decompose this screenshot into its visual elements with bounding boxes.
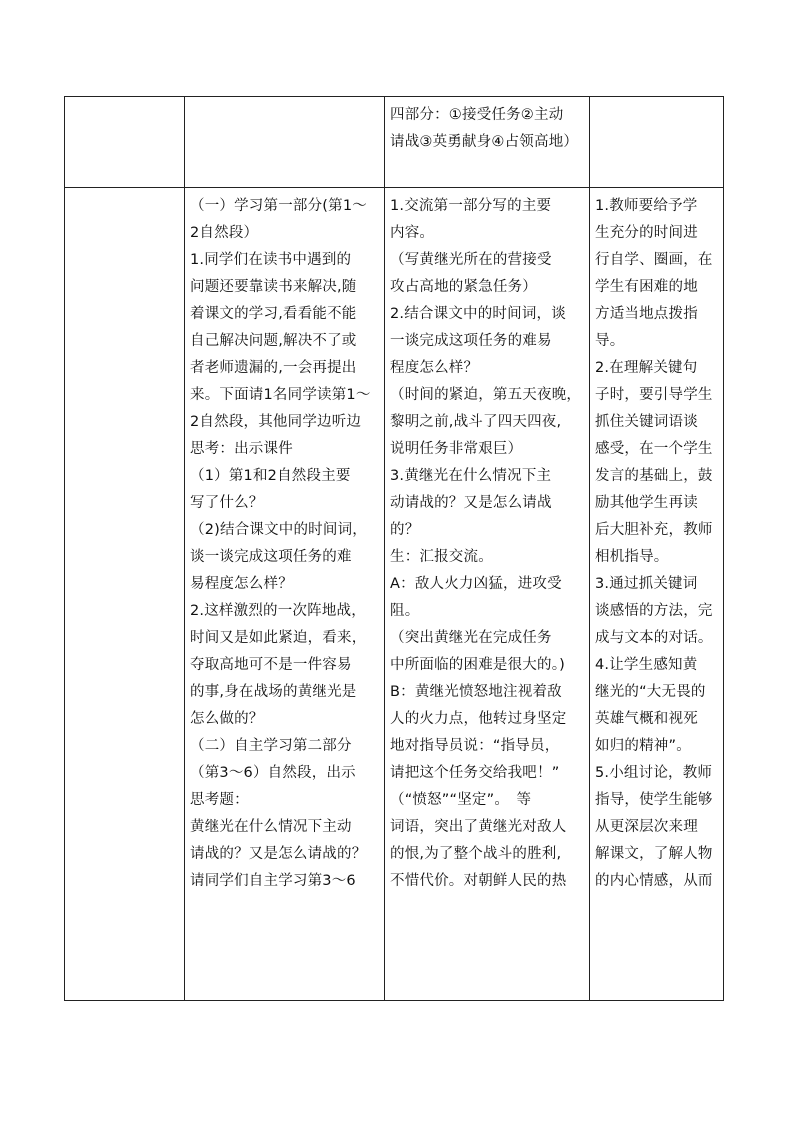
cell-text-line: 请战③英勇献身④占领高地）: [390, 134, 579, 150]
cell-text-line: 说明任务非常艰巨）: [390, 441, 523, 457]
cell-text-line: （第3～6）自然段，出示: [190, 765, 356, 781]
cell-text-line: 感受，在一个学生: [595, 441, 713, 457]
cell-text-line: 写了什么？: [190, 495, 264, 511]
cell-text-line: 问题还要靠读书来解决,随: [190, 279, 357, 295]
cell-text-line: 者老师遗漏的,一会再提出: [190, 360, 357, 376]
cell-text-line: 思考：出示课件: [190, 441, 293, 457]
table-cell-r2-c3: [385, 188, 590, 1001]
cell-text-line: 请战的？又是怎么请战的？: [190, 846, 367, 862]
cell-text-line: 思考题：: [190, 792, 249, 808]
cell-text-line: 来。下面请1名同学读第1～: [190, 387, 371, 403]
cell-text-line: （写黄继光所在的营接受: [390, 252, 552, 268]
cell-text-line: 时间又是如此紧迫，看来，: [190, 630, 367, 646]
cell-text-line: 自己解决问题,解决不了或: [190, 333, 357, 349]
cell-text-line: 请把这个任务交给我吧！”: [390, 765, 560, 781]
cell-text-line: 2.这样激烈的一次阵地战，: [190, 603, 366, 619]
cell-text-line: 生：汇报交流。: [390, 549, 493, 565]
cell-text-line: （2)结合课文中的时间词，: [190, 522, 367, 538]
table-cell-r1-c1: [65, 97, 185, 188]
table-cell-r1-c2: [185, 97, 385, 188]
cell-text-line: 2自然段，其他同学边听边: [190, 414, 362, 430]
cell-text-line: 四部分：①接受任务②主动: [390, 107, 564, 123]
cell-text-line: 黄继光在什么情况下主动: [190, 819, 352, 835]
cell-text-line: 如归的精神”。: [595, 738, 691, 754]
cell-text-line: 成与文本的对话。: [595, 630, 713, 646]
cell-text-line: 的内心情感，从而: [595, 873, 713, 889]
cell-text-line: 的事,身在战场的黄继光是: [190, 684, 357, 700]
cell-text-line: 继光的“大无畏的: [595, 684, 706, 700]
table-row: [65, 97, 724, 188]
cell-text-line: 1.教师要给予学: [595, 198, 698, 214]
cell-text-line: 易程度怎么样？: [190, 576, 293, 592]
table-cell-r2-c1: [65, 188, 185, 1001]
cell-text-line: 谈感悟的方法，完: [595, 603, 713, 619]
table-cell-r1-c4: [590, 97, 724, 188]
cell-text-line: 学生有困难的地: [595, 279, 698, 295]
table-cell-r2-c2: [185, 188, 385, 1001]
cell-text-line: 从更深层次来理: [595, 819, 698, 835]
cell-text-line: 英雄气概和视死: [595, 711, 698, 727]
cell-text-line: 2自然段）: [190, 225, 259, 241]
cell-text-line: 4.让学生感知黄: [595, 657, 698, 673]
cell-text-line: 方适当地点拨指: [595, 306, 698, 322]
cell-text-line: 地对指导员说：“指导员，: [390, 738, 560, 754]
table-cell-r2-c4: [590, 188, 724, 1001]
lesson-plan-table: [64, 96, 724, 1001]
cell-text-line: 词语，突出了黄继光对敌人: [390, 819, 567, 835]
cell-text-line: 攻占高地的紧急任务）: [390, 279, 537, 295]
cell-text-line: （时间的紧迫，第五天夜晚，: [390, 387, 582, 403]
cell-text-line: 1.交流第一部分写的主要: [390, 198, 552, 214]
cell-text-line: 的？: [390, 522, 420, 538]
table-row: [65, 188, 724, 1001]
cell-text-line: 一谈完成这项任务的难易: [390, 333, 552, 349]
cell-text-line: 怎么做的？: [190, 711, 264, 727]
cell-text-line: 励其他学生再读: [595, 495, 698, 511]
cell-text-line: 解课文，了解人物: [595, 846, 713, 862]
table-cell-r1-c3: [385, 97, 590, 188]
cell-text-line: B：黄继光愤怒地注视着敌: [390, 684, 562, 700]
cell-text-line: （1）第1和2自然段主要: [190, 468, 351, 484]
cell-text-line: 行自学、圈画，在: [595, 252, 713, 268]
cell-text-line: 着课文的学习,看看能不能: [190, 306, 357, 322]
cell-text-line: 人的火力点，他转过身坚定: [390, 711, 567, 727]
cell-text-line: 请同学们自主学习第3～6: [190, 873, 356, 889]
cell-text-line: 夺取高地可不是一件容易: [190, 657, 352, 673]
cell-text-line: （二）自主学习第二部分: [190, 738, 352, 754]
cell-text-line: A：敌人火力凶猛，进攻受: [390, 576, 562, 592]
cell-text-line: 内容。: [390, 225, 435, 241]
cell-text-line: 阻。: [390, 603, 420, 619]
cell-text-line: 谈一谈完成这项任务的难: [190, 549, 352, 565]
cell-text-line: 不惜代价。对朝鲜人民的热: [390, 873, 567, 889]
cell-text-line: 3.黄继光在什么情况下主: [390, 468, 552, 484]
cell-text-line: 子时，要引导学生: [595, 387, 713, 403]
cell-text-line: 发言的基础上，鼓: [595, 468, 713, 484]
cell-text-line: 程度怎么样？: [390, 360, 479, 376]
cell-text-line: 导。: [595, 333, 625, 349]
cell-text-line: 1.同学们在读书中遇到的: [190, 252, 352, 268]
cell-text-line: （一）学习第一部分(第1～: [190, 198, 367, 214]
cell-text-line: （“愤怒”“坚定”。 等: [390, 792, 532, 808]
cell-text-line: 指导，使学生能够: [595, 792, 713, 808]
cell-text-line: 5.小组讨论，教师: [595, 765, 713, 781]
cell-text-line: 后大胆补充，教师: [595, 522, 713, 538]
cell-text-line: 动请战的？又是怎么请战: [390, 495, 552, 511]
cell-text-line: 相机指导。: [595, 549, 669, 565]
cell-text-line: 抓住关键词语谈: [595, 414, 698, 430]
cell-text-line: 2.结合课文中的时间词，谈: [390, 306, 566, 322]
cell-text-line: 生充分的时间进: [595, 225, 698, 241]
cell-text-line: 的恨,为了整个战斗的胜利,: [390, 846, 562, 862]
cell-text-line: 3.通过抓关键词: [595, 576, 698, 592]
cell-text-line: 黎明之前,战斗了四天四夜,: [390, 414, 562, 430]
cell-text-line: 中所面临的困难是很大的。): [390, 657, 566, 673]
cell-text-line: （突出黄继光在完成任务: [390, 630, 552, 646]
cell-text-line: 2.在理解关键句: [595, 360, 698, 376]
